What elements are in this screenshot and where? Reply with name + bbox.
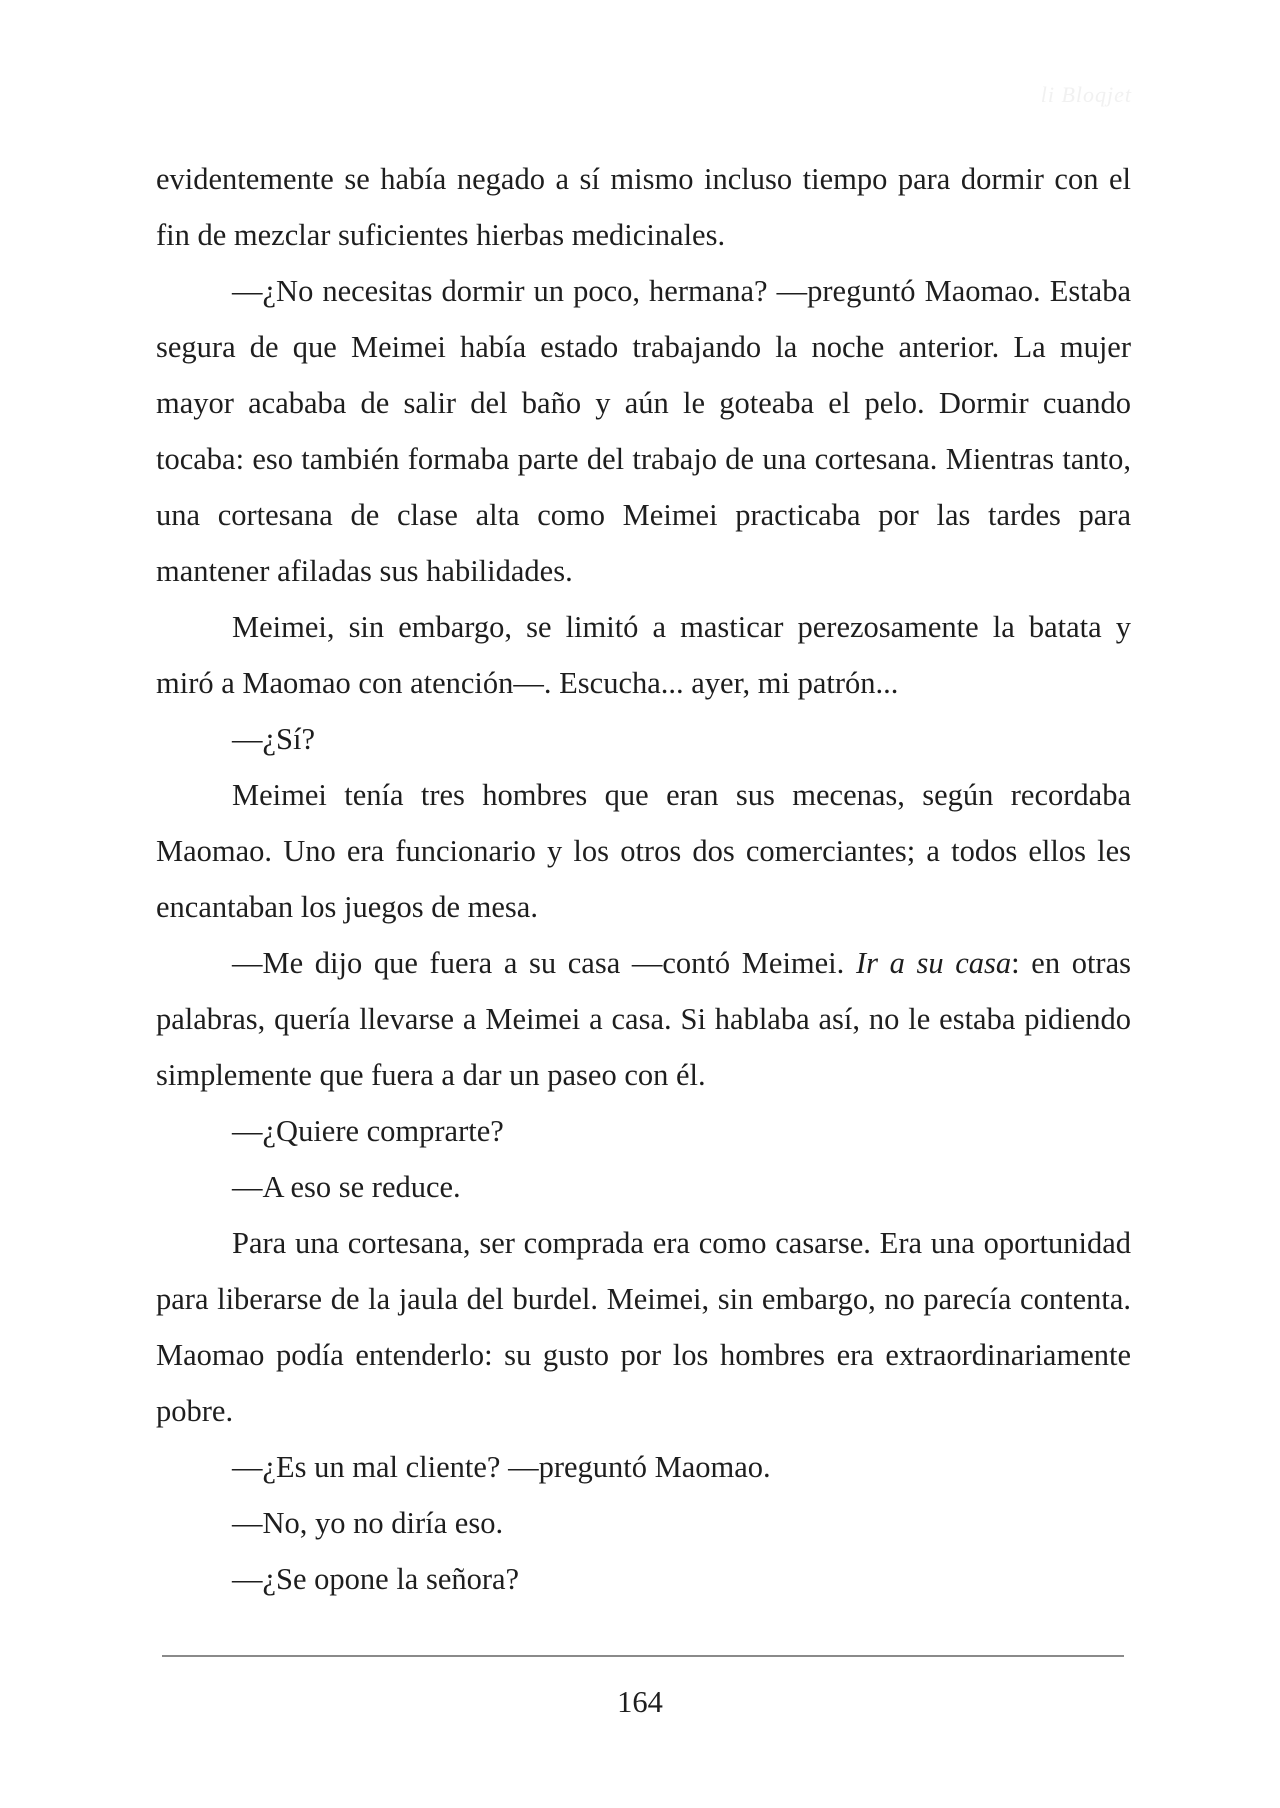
paragraph <box>156 935 1131 1103</box>
paragraph-text: : en otras palabras, quería llevarse a Meimei a casa. Si hablaba así, no le estaba pidiendo simplemente que fuera a dar un paseo con él. <box>156 946 1131 1092</box>
page-body <box>156 151 1131 1607</box>
italic-phrase: Ir a su casa <box>855 946 1012 980</box>
page-number: 164 <box>617 1685 663 1719</box>
paragraph: —¿Se opone la señora? <box>232 1562 520 1596</box>
paragraph: —No, yo no diría eso. <box>232 1506 504 1540</box>
paragraph: Meimei, sin embargo, se limitó a masticar perezosamente la batata y miró a Maomao con atención—. Escucha... ayer, mi patrón... <box>156 610 1131 700</box>
footer-divider <box>162 1655 1124 1657</box>
paragraph: —¿Es un mal cliente? —preguntó Maomao. <box>232 1450 771 1484</box>
paragraph: Meimei tenía tres hombres que eran sus mecenas, según recordaba Maomao. Uno era funcionario y los otros dos comerciantes; a todos ellos les encantaban los juegos de mesa. <box>156 778 1131 924</box>
watermark: li Bloqjet <box>1040 82 1132 107</box>
paragraph: evidentemente se había negado a sí mismo incluso tiempo para dormir con el fin de mezclar suficientes hierbas medicinales. <box>156 162 1131 252</box>
paragraph: —¿Quiere comprarte? <box>232 1114 504 1148</box>
paragraph: —¿Sí? <box>232 722 316 756</box>
paragraph: Para una cortesana, ser comprada era como casarse. Era una oportunidad para liberarse de la jaula del burdel. Meimei, sin embargo, no parecía contenta. Maomao podía entenderlo: su gusto por los hombres era extraordinariamente pobre. <box>156 1226 1131 1428</box>
paragraph: —A eso se reduce. <box>232 1170 461 1204</box>
paragraph-text: —Me dijo que fuera a su casa —contó Meimei. <box>232 946 856 980</box>
paragraph: —¿No necesitas dormir un poco, hermana? —preguntó Maomao. Estaba segura de que Meimei había estado trabajando la noche anterior. La mujer mayor acababa de salir del baño y aún le goteaba el pelo. Dormir cuando tocaba: eso también formaba parte del trabajo de una cortesana. Mientras tanto, una cortesana de clase alta como Meimei practicaba por las tardes para mantener afiladas sus habilidades. <box>156 274 1131 588</box>
